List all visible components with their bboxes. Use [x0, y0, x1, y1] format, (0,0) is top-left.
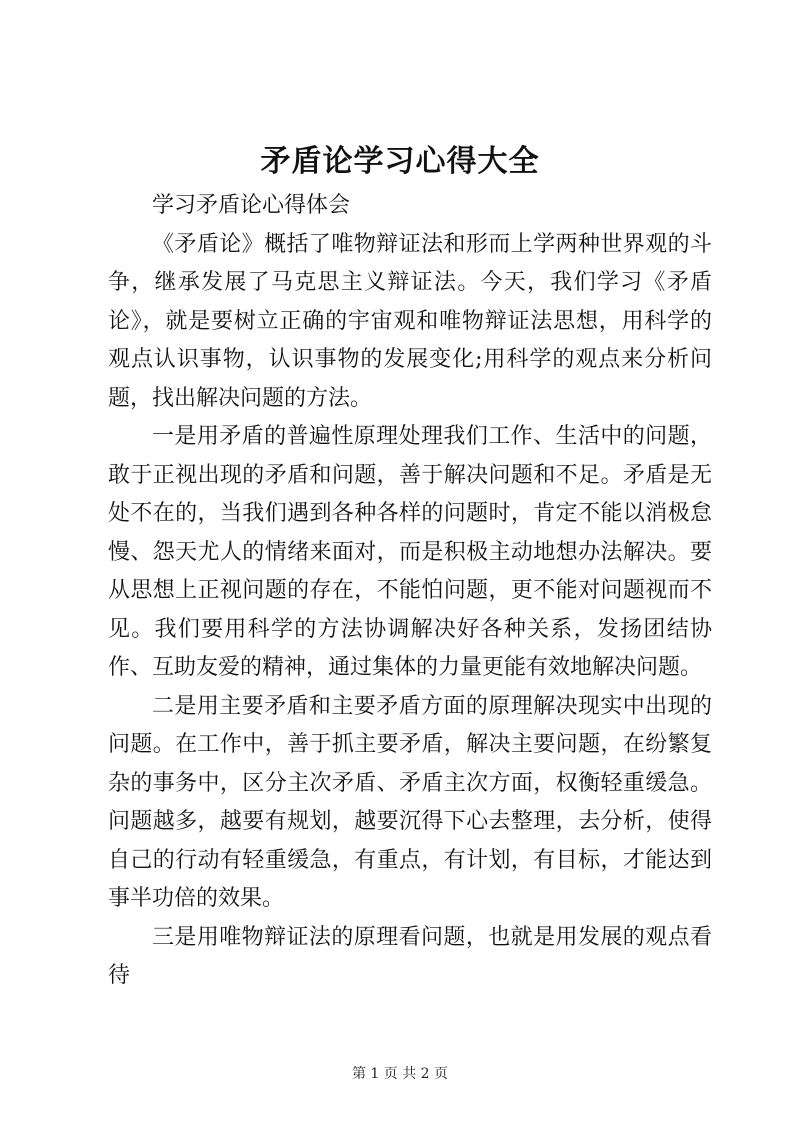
paragraph-point-two: 二是用主要矛盾和主要矛盾方面的原理解决现实中出现的问题。在工作中，善于抓主要矛盾，解决主要问题，在纷繁复杂的事务中，区分主次矛盾、矛盾主次方面，权衡轻重缓急。问题越多，越要有规划，越要沉得下心去整理，去分析，使得自己的行动有轻重缓急，有重点，有计划，有目标，才能达到事半功倍的效果。 [108, 693, 712, 911]
document-body [108, 187, 712, 996]
paragraph-point-three: 三是用唯物辩证法的原理看问题，也就是用发展的观点看待 [108, 924, 712, 988]
document-title: 矛盾论学习心得大全 [260, 144, 540, 179]
paragraph-intro: 《矛盾论》概括了唯物辩证法和形而上学两种世界观的斗争，继承发展了马克思主义辩证法。今天，我们学习《矛盾论》，就是要树立正确的宇宙观和唯物辩证法思想，用科学的观点认识事物，认识事物的发展变化;用科学的观点来分析问题，找出解决问题的方法。 [108, 231, 712, 411]
document-subtitle: 学习矛盾论心得体会 [152, 193, 351, 218]
paragraph-point-one: 一是用矛盾的普遍性原理处理我们工作、生活中的问题，敢于正视出现的矛盾和问题，善于解决问题和不足。矛盾是无处不在的，当我们遇到各种各样的问题时，肯定不能以消极怠慢、怨天尤人的情绪来面对，而是积极主动地想办法解决。要从思想上正视问题的存在，不能怕问题，更不能对问题视而不见。我们要用科学的方法协调解决好各种关系，发扬团结协作、互助友爱的精神，通过集体的力量更能有效地解决问题。 [108, 424, 712, 680]
page-footer: 第 1 页 共 2 页 [351, 1066, 449, 1082]
